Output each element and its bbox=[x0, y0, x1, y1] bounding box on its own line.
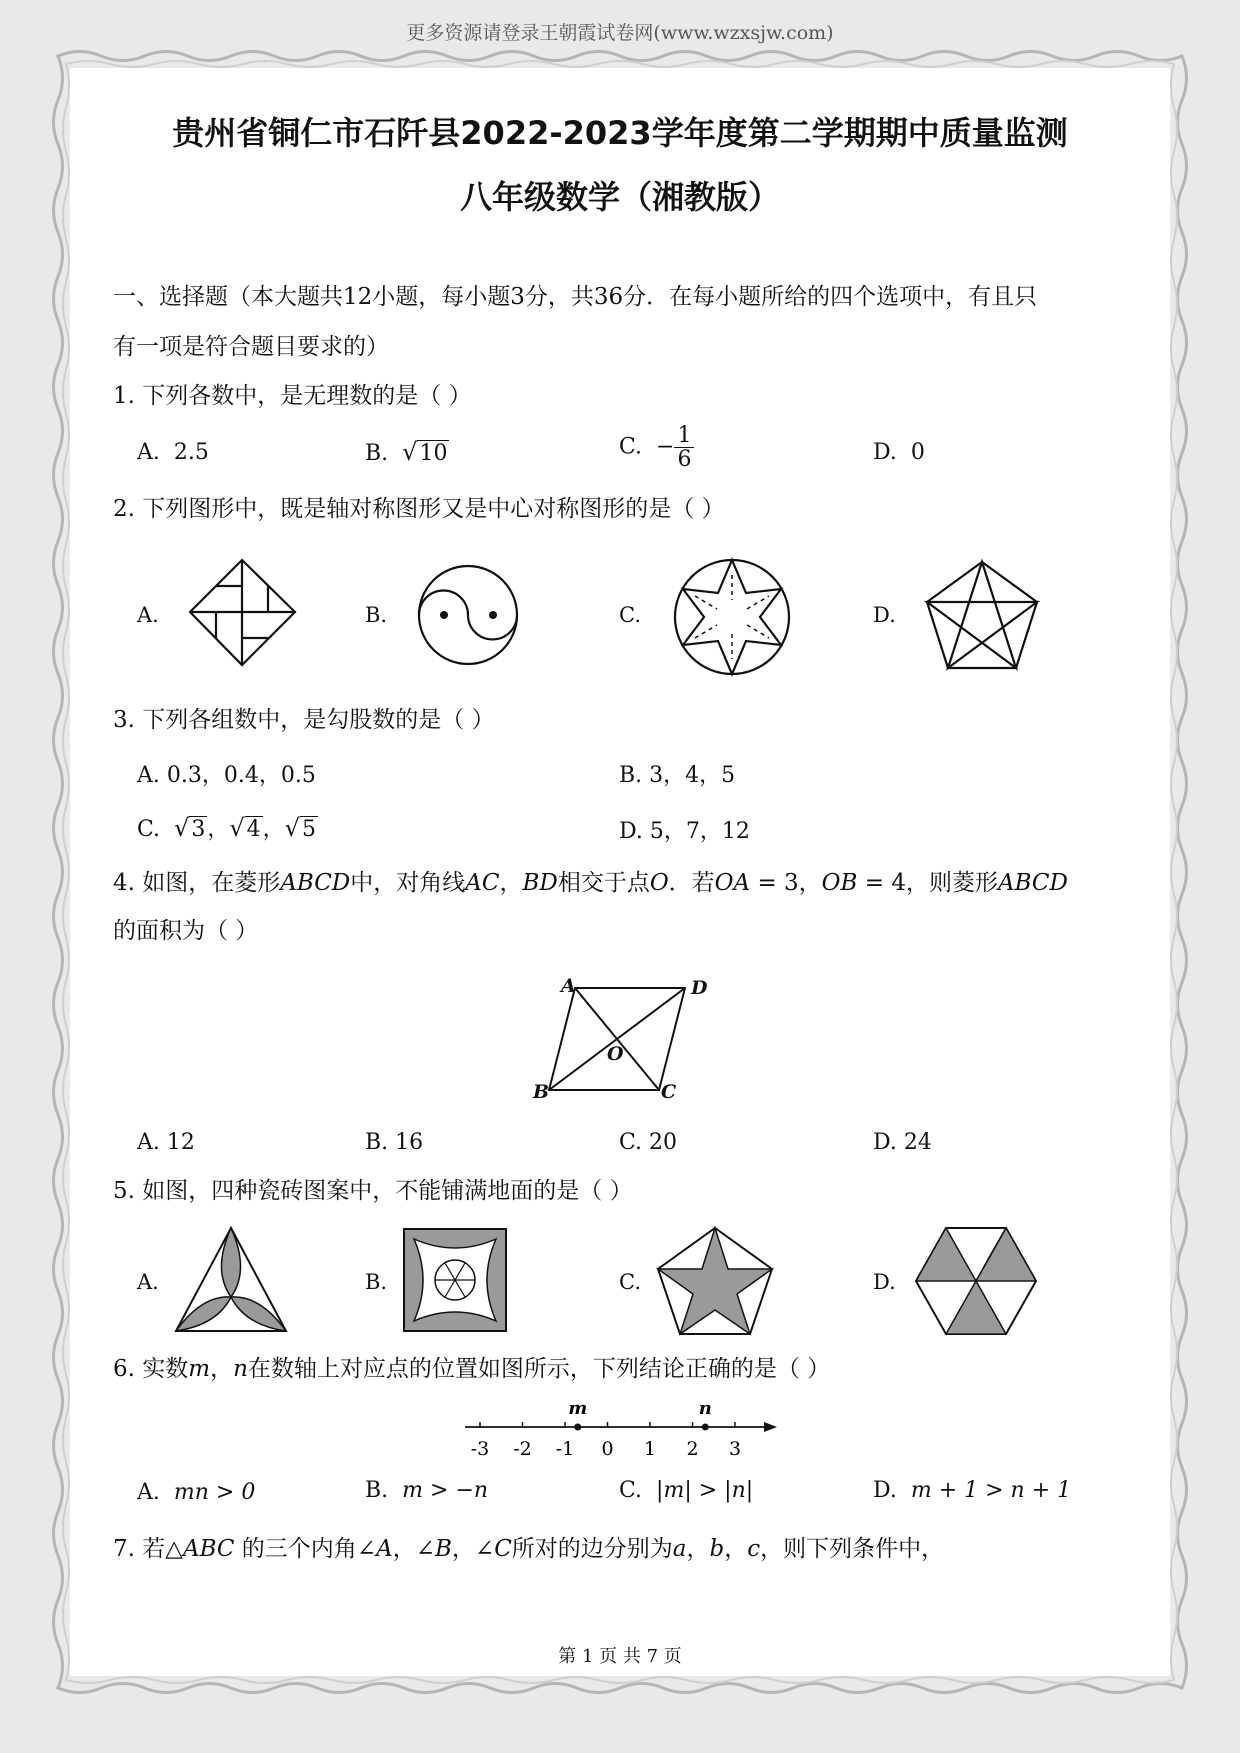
q2-label-d: D. bbox=[873, 603, 896, 627]
q5-stem: 5. 如图，四种瓷砖图案中，不能铺满地面的是（ ） bbox=[113, 1178, 633, 1204]
q6-option-a: A. mn > 0 bbox=[137, 1480, 256, 1505]
q3-option-b: B. 3，4，5 bbox=[619, 763, 736, 788]
radicand: 10 bbox=[419, 441, 448, 466]
q1-option-b: B. √10 bbox=[365, 438, 448, 466]
tick-label: -2 bbox=[513, 1438, 532, 1460]
q2-figure-pentagram bbox=[922, 558, 1042, 673]
q4-option-a: A. 12 bbox=[137, 1130, 195, 1155]
option-value: 0 bbox=[910, 440, 925, 465]
q7-stem: 7. 若△ABC 的三个内角∠A，∠B，∠C所对的边分别为a，b，c，则下列条件中， bbox=[113, 1536, 945, 1562]
option-label: C. bbox=[137, 817, 161, 842]
page-footer: 第 1 页 共 7 页 bbox=[558, 1646, 682, 1667]
vertex-label-b: B bbox=[533, 1081, 550, 1103]
point-n-dot bbox=[702, 1424, 709, 1431]
q1-option-c bbox=[619, 424, 694, 471]
q2-stem: 2. 下列图形中，既是轴对称图形又是中心对称图形的是（ ） bbox=[113, 496, 725, 522]
q4-rhombus-figure bbox=[525, 970, 720, 1105]
section-1-heading: 一、选择题（本大题共12小题，每小题3分，共36分．在每小题所给的四个选项中，有且只 bbox=[113, 284, 1038, 310]
q3-option-c: C. √3，√4，√5 bbox=[137, 814, 316, 842]
q2-label-c: C. bbox=[619, 603, 641, 627]
q6-option-d: D. m + 1 > n + 1 bbox=[873, 1478, 1072, 1503]
q5-label-a: A. bbox=[137, 1270, 159, 1294]
option-label: B. bbox=[365, 441, 389, 466]
q4-stem: 4. 如图，在菱形ABCD中，对角线AC，BD相交于点O．若OA = 3，OB = 4，则菱形ABCD bbox=[113, 870, 1068, 896]
center-label-o: O bbox=[607, 1043, 624, 1065]
q2-figure-yin-yang bbox=[415, 562, 521, 668]
point-n-label: n bbox=[698, 1398, 712, 1419]
exam-title: 贵州省铜仁市石阡县2022-2023学年度第二学期期中质量监测 bbox=[172, 114, 1068, 152]
tick-label: 3 bbox=[728, 1438, 742, 1460]
vertex-label-a: A bbox=[561, 975, 576, 997]
tick-label: -3 bbox=[470, 1438, 490, 1460]
q2-label-a: A. bbox=[137, 603, 159, 627]
q2-figure-pinwheel-square bbox=[185, 555, 300, 670]
q4-option-d: D. 24 bbox=[873, 1130, 932, 1155]
fraction: $\frac{1}{6}$ bbox=[674, 424, 694, 471]
tick-label: 0 bbox=[601, 1438, 614, 1460]
q4-option-c: C. 20 bbox=[619, 1130, 678, 1155]
q3-stem: 3. 下列各组数中，是勾股数的是（ ） bbox=[113, 707, 495, 733]
point-m-label: m bbox=[568, 1398, 588, 1419]
option-label: C. bbox=[619, 434, 643, 460]
exam-subtitle: 八年级数学（湘教版） bbox=[459, 178, 780, 216]
tick-label: 2 bbox=[686, 1438, 699, 1460]
q2-label-b: B. bbox=[365, 603, 388, 627]
tick-label: -1 bbox=[555, 1438, 575, 1460]
section-1-heading-cont: 有一项是符合题目要求的） bbox=[113, 334, 389, 360]
q3-option-a: A. 0.3，0.4，0.5 bbox=[137, 763, 316, 788]
q1-option-a bbox=[137, 440, 209, 465]
q5-tile-pentagon-star bbox=[655, 1225, 775, 1337]
q4-stem-cont: 的面积为（ ） bbox=[113, 918, 259, 944]
q1-stem: 1. 下列各数中，是无理数的是（ ） bbox=[113, 383, 472, 409]
q5-label-b: B. bbox=[365, 1270, 388, 1294]
q6-number-line bbox=[455, 1395, 785, 1460]
q5-label-c: C. bbox=[619, 1270, 641, 1294]
option-label: A. bbox=[137, 440, 160, 465]
q3-option-d: D. 5，7，12 bbox=[619, 819, 750, 844]
q5-tile-triangle-petals bbox=[172, 1225, 290, 1335]
q5-tile-square-arcs bbox=[402, 1227, 508, 1333]
q5-label-d: D. bbox=[873, 1270, 896, 1294]
q2-figure-star-in-circle bbox=[670, 555, 795, 680]
watermark: 更多资源请登录王朝霞试卷网(www.wzxsjw.com) bbox=[406, 22, 834, 44]
vertex-label-d: D bbox=[691, 977, 708, 999]
minus-sign: − bbox=[656, 434, 675, 460]
point-m-dot bbox=[574, 1424, 581, 1431]
q5-tile-hexagon-triangles bbox=[912, 1225, 1040, 1337]
option-label: D. bbox=[873, 440, 897, 465]
q4-option-b: B. 16 bbox=[365, 1130, 424, 1155]
q6-option-c: C. |m| > |n| bbox=[619, 1478, 754, 1503]
q1-option-d bbox=[873, 440, 925, 465]
vertex-label-c: C bbox=[661, 1081, 677, 1103]
q6-stem: 6. 实数m，n在数轴上对应点的位置如图所示，下列结论正确的是（ ） bbox=[113, 1356, 831, 1382]
tick-label: 1 bbox=[643, 1438, 657, 1460]
option-value: 2.5 bbox=[173, 440, 209, 465]
q6-option-b: B. m > −n bbox=[365, 1478, 489, 1503]
